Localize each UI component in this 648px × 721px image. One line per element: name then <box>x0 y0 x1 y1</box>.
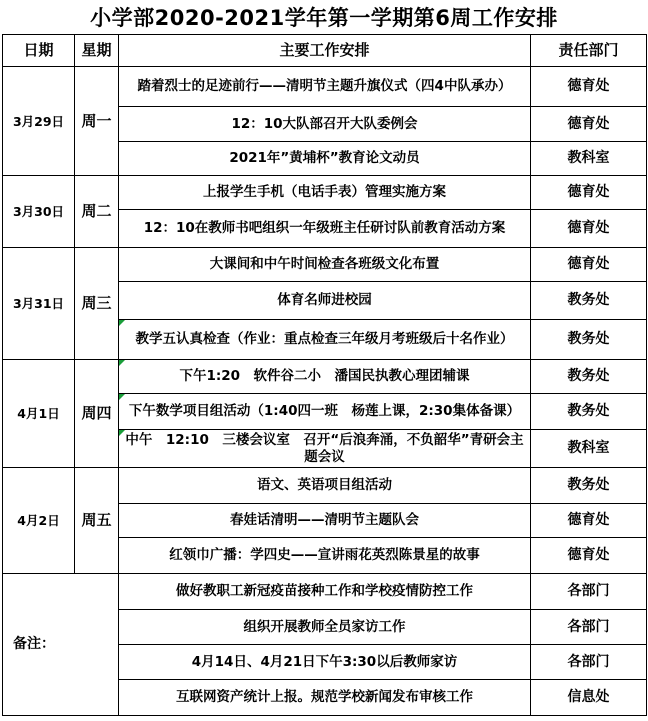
task-cell: 春娃话清明——清明节主题队会 <box>119 504 531 538</box>
task-cell: 下午数学项目组活动（1:40四一班 杨莲上课，2:30集体备课） <box>119 394 531 430</box>
dept-cell: 德育处 <box>531 504 647 538</box>
date-cell: 3月29日 <box>3 67 75 176</box>
task-cell: 12：10在教师书吧组织一年级班主任研讨队前教育活动方案 <box>119 210 531 248</box>
date-cell: 4月1日 <box>3 360 75 468</box>
task-cell: 2021年”黄埔杯”教育论文动员 <box>119 142 531 176</box>
schedule-table <box>2 34 647 716</box>
task-cell: 红领巾广播：学四史——宣讲雨花英烈陈景星的故事 <box>119 538 531 574</box>
dept-cell: 德育处 <box>531 210 647 248</box>
date-cell: 3月31日 <box>3 248 75 360</box>
weekday-cell: 周四 <box>75 360 119 468</box>
header-date: 日期 <box>3 35 75 67</box>
table-row <box>3 248 647 282</box>
task-cell: 教学五认真检查（作业：重点检查三年级月考班级后十名作业） <box>119 320 531 360</box>
task-cell: 组织开展教师全员家访工作 <box>119 610 531 645</box>
dept-cell: 教科室 <box>531 430 647 468</box>
task-cell: 上报学生手机（电话手表）管理实施方案 <box>119 176 531 210</box>
dept-cell: 信息处 <box>531 680 647 716</box>
dept-cell: 各部门 <box>531 610 647 645</box>
table-row <box>3 574 647 610</box>
dept-cell: 教务处 <box>531 394 647 430</box>
header-dept: 责任部门 <box>531 35 647 67</box>
weekday-cell: 周五 <box>75 468 119 574</box>
dept-cell: 教务处 <box>531 468 647 504</box>
header-weekday: 星期 <box>75 35 119 67</box>
dept-cell: 各部门 <box>531 645 647 680</box>
task-cell: 12：10大队部召开大队委例会 <box>119 107 531 142</box>
date-cell: 3月30日 <box>3 176 75 248</box>
table-row <box>3 67 647 107</box>
remarks-label: 备注： <box>3 574 119 716</box>
header-row <box>3 35 647 67</box>
page-title: 小学部2020-2021学年第一学期第6周工作安排 <box>90 6 558 30</box>
task-cell: 互联网资产统计上报。规范学校新闻发布审核工作 <box>119 680 531 716</box>
task-cell: 体育名师进校园 <box>119 282 531 320</box>
weekday-cell: 周二 <box>75 176 119 248</box>
date-cell: 4月2日 <box>3 468 75 574</box>
dept-cell: 教务处 <box>531 360 647 394</box>
dept-cell: 德育处 <box>531 248 647 282</box>
task-cell: 4月14日、4月21日下午3:30以后教师家访 <box>119 645 531 680</box>
dept-cell: 德育处 <box>531 107 647 142</box>
table-row <box>3 176 647 210</box>
dept-cell: 教科室 <box>531 142 647 176</box>
dept-cell: 德育处 <box>531 538 647 574</box>
task-cell: 中午 12:10 三楼会议室 召开“后浪奔涌，不负韶华”青研会主题会议 <box>119 430 531 468</box>
table-row <box>3 360 647 394</box>
dept-cell: 各部门 <box>531 574 647 610</box>
table-row <box>3 468 647 504</box>
task-cell: 大课间和中午时间检查各班级文化布置 <box>119 248 531 282</box>
dept-cell: 教务处 <box>531 282 647 320</box>
header-work: 主要工作安排 <box>119 35 531 67</box>
task-cell: 做好教职工新冠疫苗接种工作和学校疫情防控工作 <box>119 574 531 610</box>
dept-cell: 德育处 <box>531 67 647 107</box>
weekday-cell: 周一 <box>75 67 119 176</box>
weekday-cell: 周三 <box>75 248 119 360</box>
task-cell: 语文、英语项目组活动 <box>119 468 531 504</box>
task-cell: 下午1:20 软件谷二小 潘国民执教心理团辅课 <box>119 360 531 394</box>
dept-cell: 教务处 <box>531 320 647 360</box>
dept-cell: 德育处 <box>531 176 647 210</box>
task-cell: 踏着烈士的足迹前行——清明节主题升旗仪式（四4中队承办） <box>119 67 531 107</box>
